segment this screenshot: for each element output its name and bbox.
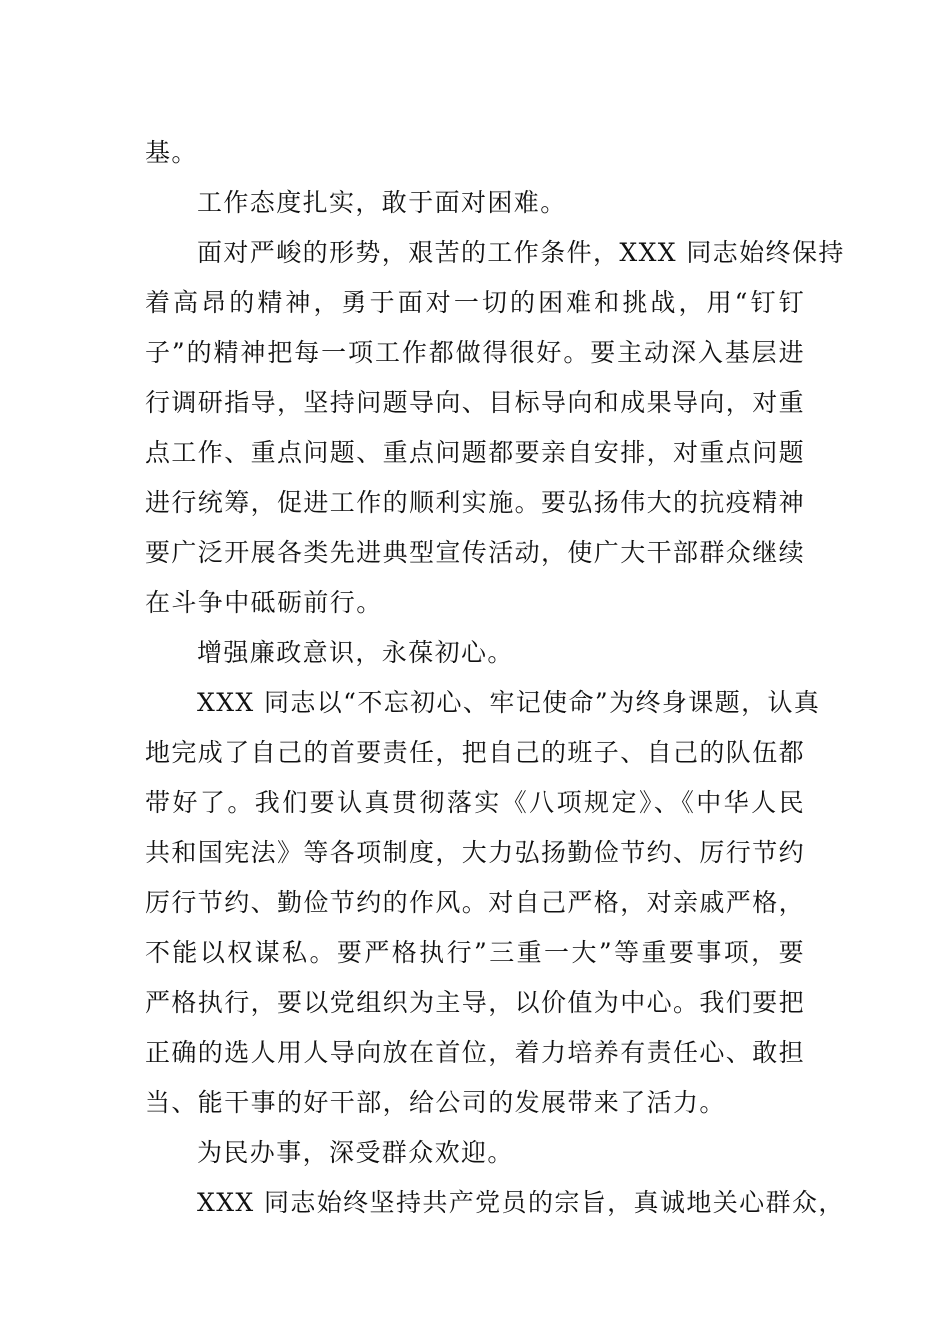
text-line-5: 子”的精神把每一项工作都做得很好。要主动深入基层进 <box>145 338 805 367</box>
text-line-20: 当、能干事的好干部，给公司的发展带来了活力。 <box>145 1088 726 1117</box>
text-line-15: 共和国宪法》等各项制度，大力弘扬勤俭节约、厉行节约 <box>145 838 806 867</box>
text-line-3: 面对严峻的形势，艰苦的工作条件，XXX 同志始终保持 <box>197 238 845 267</box>
section-heading-integrity: 增强廉政意识，永葆初心。 <box>197 638 514 667</box>
section-heading-work-attitude: 工作态度扎实，敢于面对困难。 <box>197 188 567 217</box>
section-heading-serve-people: 为民办事，深受群众欢迎。 <box>197 1138 514 1167</box>
text-line-8: 进行统筹，促进工作的顺利实施。要弘扬伟大的抗疫精神 <box>145 488 806 517</box>
text-line-16: 厉行节约、勤俭节约的作风。对自己严格，对亲戚严格， <box>145 888 806 917</box>
text-line-7: 点工作、重点问题、重点问题都要亲自安排，对重点问题 <box>145 438 806 467</box>
text-line-17: 不能以权谋私。要严格执行”三重一大”等重要事项，要 <box>145 938 805 967</box>
text-line-13: 地完成了自己的首要责任，把自己的班子、自己的队伍都 <box>145 738 806 767</box>
text-line-9: 要广泛开展各类先进典型宣传活动，使广大干部群众继续 <box>145 538 806 567</box>
text-line-1: 基。 <box>145 138 198 167</box>
text-line-22: XXX 同志始终坚持共产党员的宗旨，真诚地关心群众， <box>197 1188 845 1217</box>
text-line-12: XXX 同志以“不忘初心、牢记使命”为终身课题，认真 <box>197 688 821 717</box>
text-line-6: 行调研指导，坚持问题导向、目标导向和成果导向，对重 <box>145 388 806 417</box>
text-line-4: 着高昂的精神，勇于面对一切的困难和挑战，用“钉钉 <box>145 288 805 317</box>
text-line-18: 严格执行，要以党组织为主导，以价值为中心。我们要把 <box>145 988 806 1017</box>
text-line-10: 在斗争中砥砺前行。 <box>145 588 383 617</box>
text-line-19: 正确的选人用人导向放在首位，着力培养有责任心、敢担 <box>145 1038 806 1067</box>
text-line-14: 带好了。我们要认真贯彻落实《八项规定》、《中华人民 <box>145 788 805 817</box>
